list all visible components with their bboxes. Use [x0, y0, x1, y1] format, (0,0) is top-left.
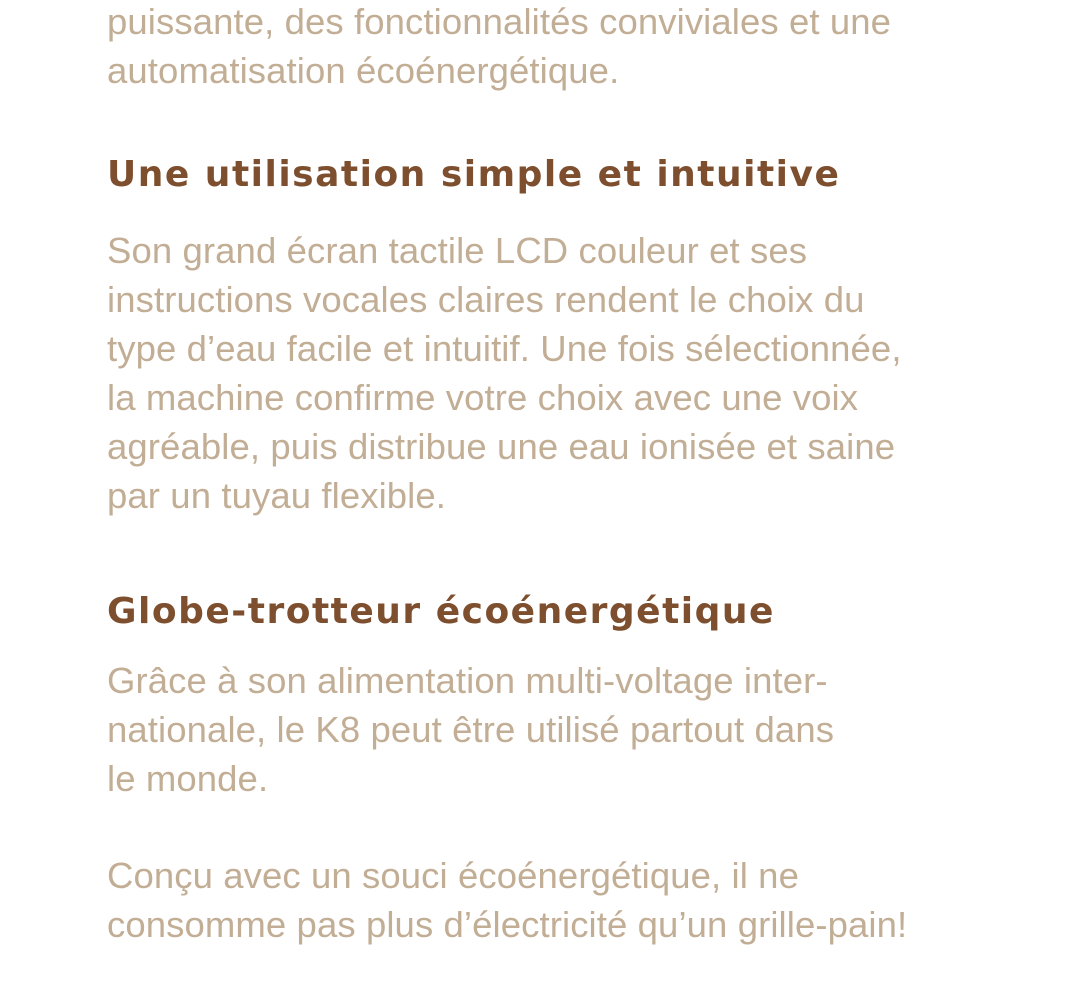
- usage-paragraph: [107, 226, 902, 520]
- paragraph-line: nationale, le K8 peut être utilisé partout dans: [107, 709, 835, 750]
- paragraph-line: consomme pas plus d’électricité qu’un grille-pain!: [107, 904, 908, 945]
- paragraph-line: instructions vocales claires rendent le choix du: [107, 279, 865, 320]
- globe-paragraph-energy: [107, 851, 907, 949]
- paragraph-line: automatisation écoénergétique.: [107, 50, 620, 91]
- paragraph-line: Conçu avec un souci écoénergétique, il ne: [107, 855, 799, 896]
- globe-paragraph-voltage: [107, 656, 834, 803]
- section-heading-globe: Globe-trotteur écoénergétique: [107, 591, 775, 632]
- paragraph-line: Grâce à son alimentation multi-voltage inter-: [107, 660, 828, 701]
- paragraph-line: agréable, puis distribue une eau ionisée et saine: [107, 426, 896, 467]
- paragraph-line: par un tuyau flexible.: [107, 475, 447, 516]
- paragraph-line: le monde.: [107, 758, 269, 799]
- paragraph-line: puissante, des fonctionnalités conviviales et une: [107, 1, 892, 42]
- paragraph-line: Son grand écran tactile LCD couleur et ses: [107, 230, 808, 271]
- section-heading-usage: Une utilisation simple et intuitive: [107, 154, 841, 195]
- paragraph-line: type d’eau facile et intuitif. Une fois sélectionnée,: [107, 328, 902, 369]
- intro-paragraph: [107, 0, 891, 95]
- paragraph-line: la machine confirme votre choix avec une voix: [107, 377, 859, 418]
